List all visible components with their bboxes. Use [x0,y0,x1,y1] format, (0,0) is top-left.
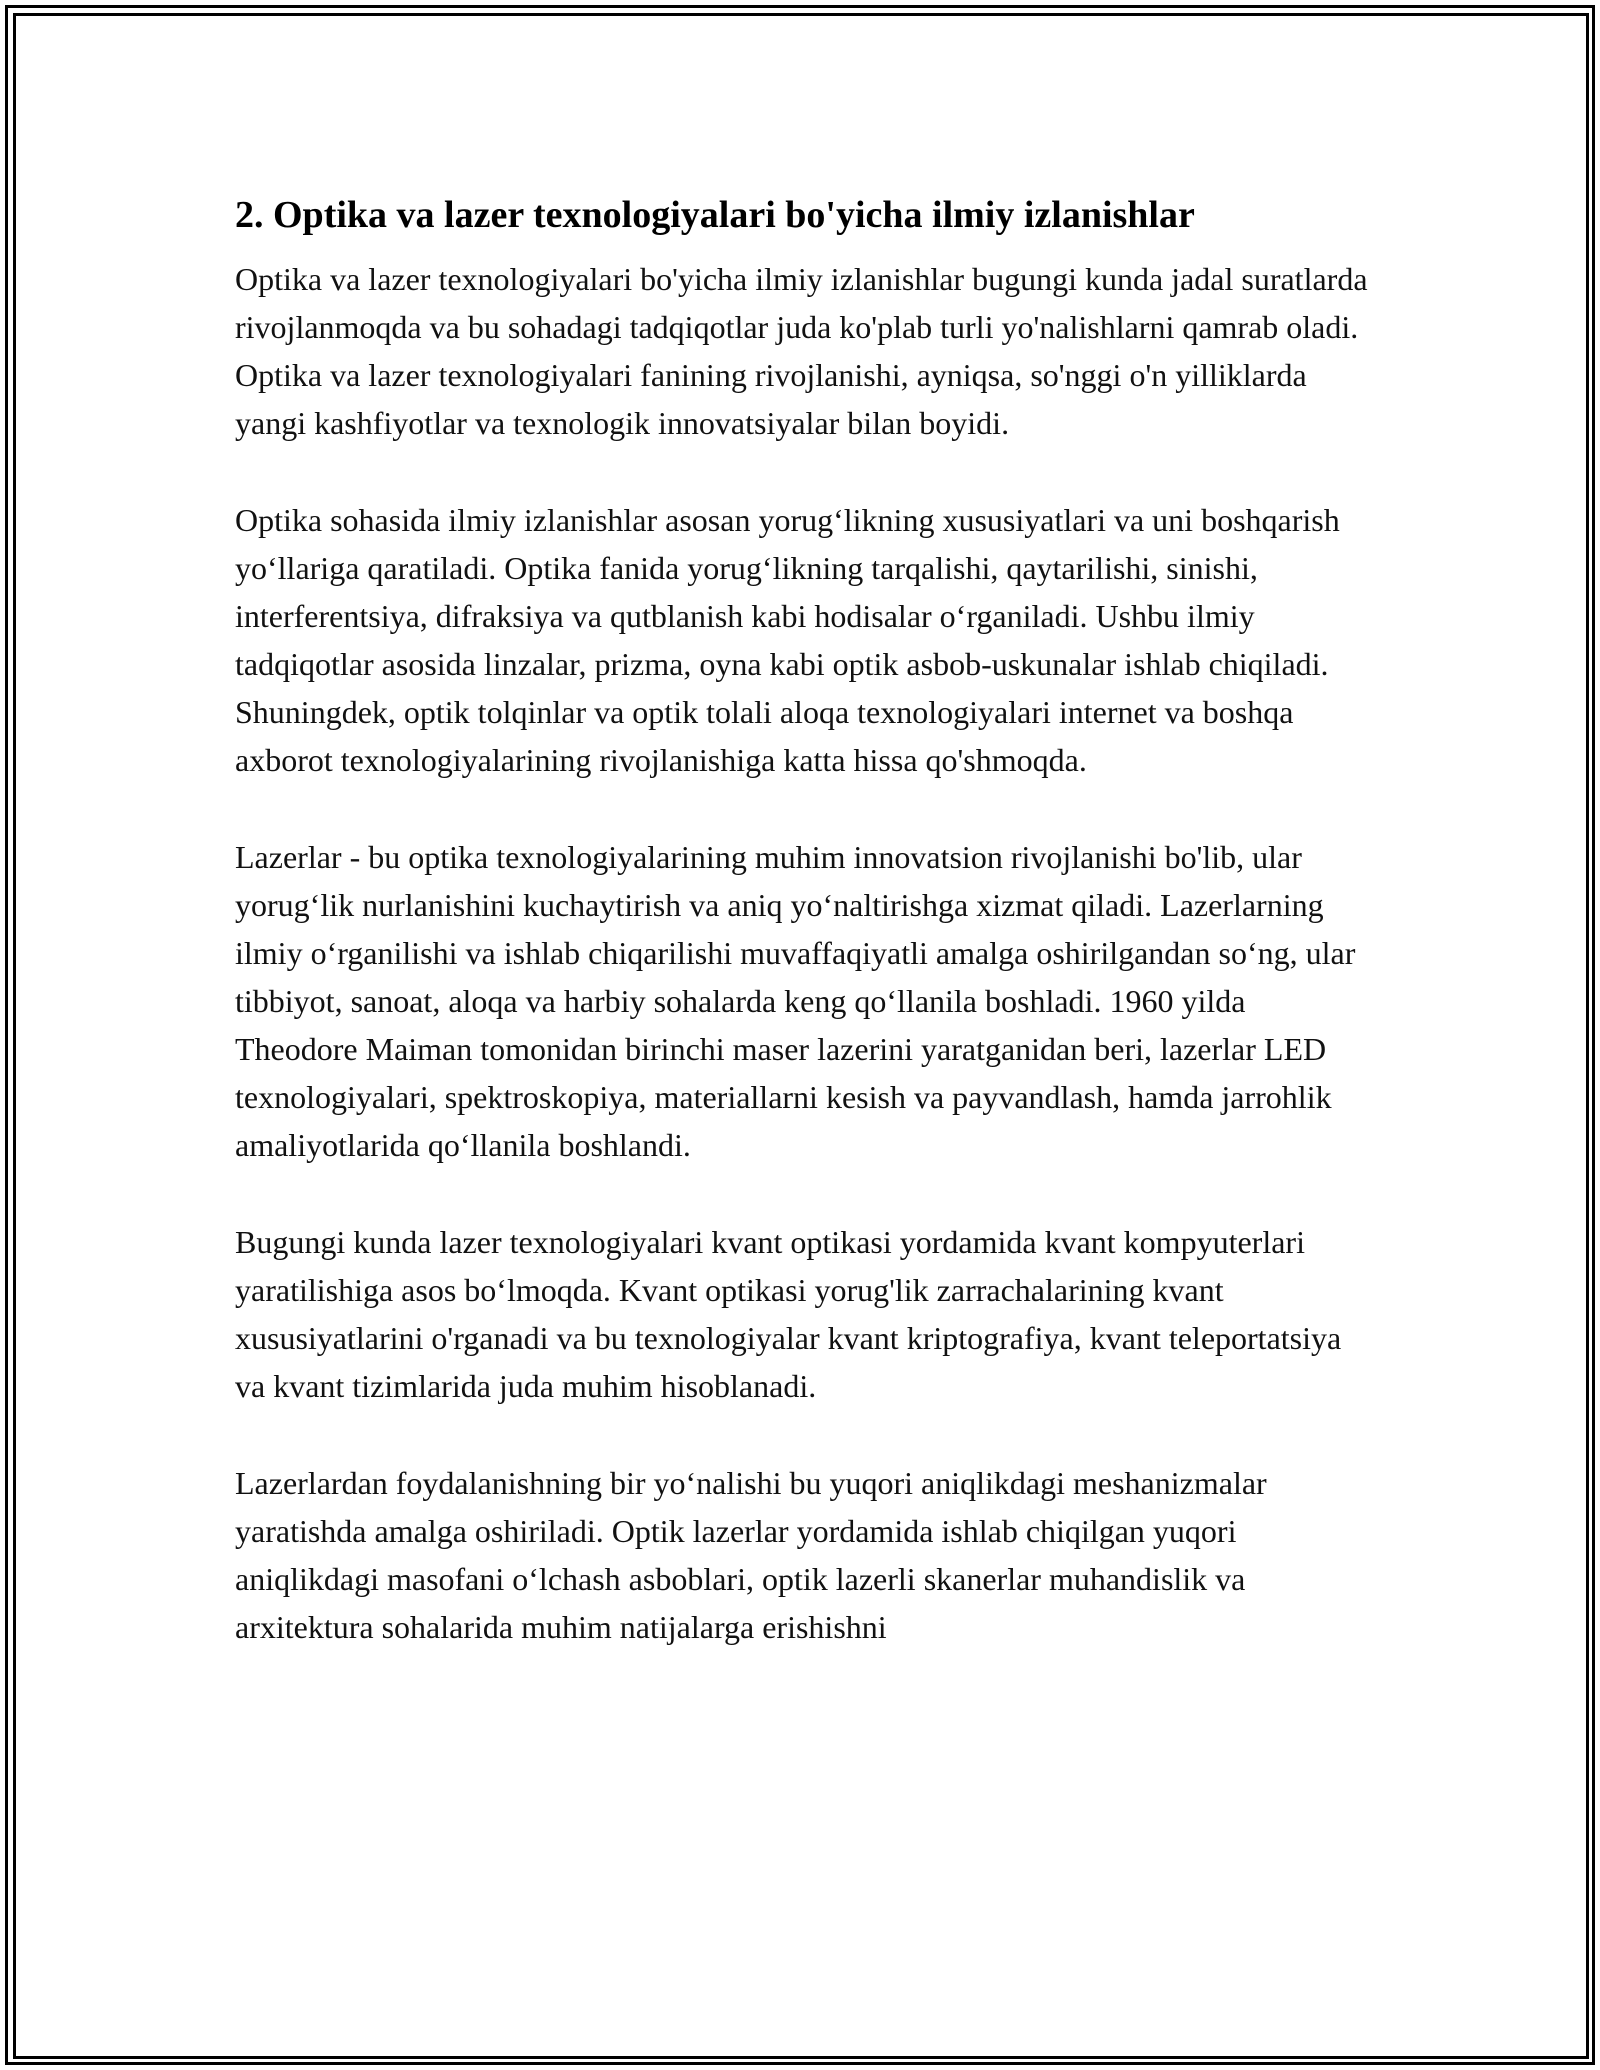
paragraph-precision: Lazerlardan foydalanishning bir yo‘nalishi bu yuqori aniqlikdagi meshanizmalar yaratishda amalga oshiriladi. Optik lazerlar yordamida ishlab chiqilgan yuqori aniqlikdagi masofani o‘lchash asboblari, optik lazerli skanerlar muhandislik va arxitektura sohalarida muhim natijalarga erishishni [235,1465,1267,1645]
document-body [235,185,1370,1700]
paragraph-optics: Optika sohasida ilmiy izlanishlar asosan yorug‘likning xususiyatlari va uni boshqarish yo‘llariga qaratiladi. Optika fanida yorug‘likning tarqalishi, qaytarilishi, sinishi, interferentsiya, difraksiya va qutblanish kabi hodisalar o‘rganiladi. Ushbu ilmiy tadqiqotlar asosida linzalar, prizma, oyna kabi optik asbob-uskunalar ishlab chiqiladi. Shuningdek, optik tolqinlar va optik tolali aloqa texnologiyalari internet va boshqa axborot texnologiyalarining rivojlanishiga katta hissa qo'shmoqda. [235,502,1340,778]
paragraph-intro: Optika va lazer texnologiyalari bo'yicha ilmiy izlanishlar bugungi kunda jadal suratlarda rivojlanmoqda va bu sohadagi tadqiqotlar juda ko'plab turli yo'nalishlarni qamrab oladi. Optika va lazer texnologiyalari fanining rivojlanishi, ayniqsa, so'nggi o'n yilliklarda yangi kashfiyotlar va texnologik innovatsiyalar bilan boyidi. [235,261,1368,441]
paragraph-lasers: Lazerlar - bu optika texnologiyalarining muhim innovatsion rivojlanishi bo'lib, ular yorug‘lik nurlanishini kuchaytirish va aniq yo‘naltirishga xizmat qiladi. Lazerlarning ilmiy o‘rganilishi va ishlab chiqarilishi muvaffaqiyatli amalga oshirilgandan so‘ng, ular tibbiyot, sanoat, aloqa va harbiy sohalarda keng qo‘llanila boshladi. 1960 yilda Theodore Maiman tomonidan birinchi maser lazerini yaratganidan beri, lazerlar LED texnologiyalari, spektroskopiya, materiallarni kesish va payvandlash, hamda jarrohlik amaliyotlarida qo‘llanila boshlandi. [235,839,1356,1163]
paragraph-quantum: Bugungi kunda lazer texnologiyalari kvant optikasi yordamida kvant kompyuterlari yaratilishiga asos bo‘lmoqda. Kvant optikasi yorug'lik zarrachalarining kvant xususiyatlarini o'rganadi va bu texnologiyalar kvant kriptografiya, kvant teleportatsiya va kvant tizimlarida juda muhim hisoblanadi. [235,1224,1342,1404]
section-heading: 2. Optika va lazer texnologiyalari bo'yicha ilmiy izlanishlar [235,194,1195,236]
